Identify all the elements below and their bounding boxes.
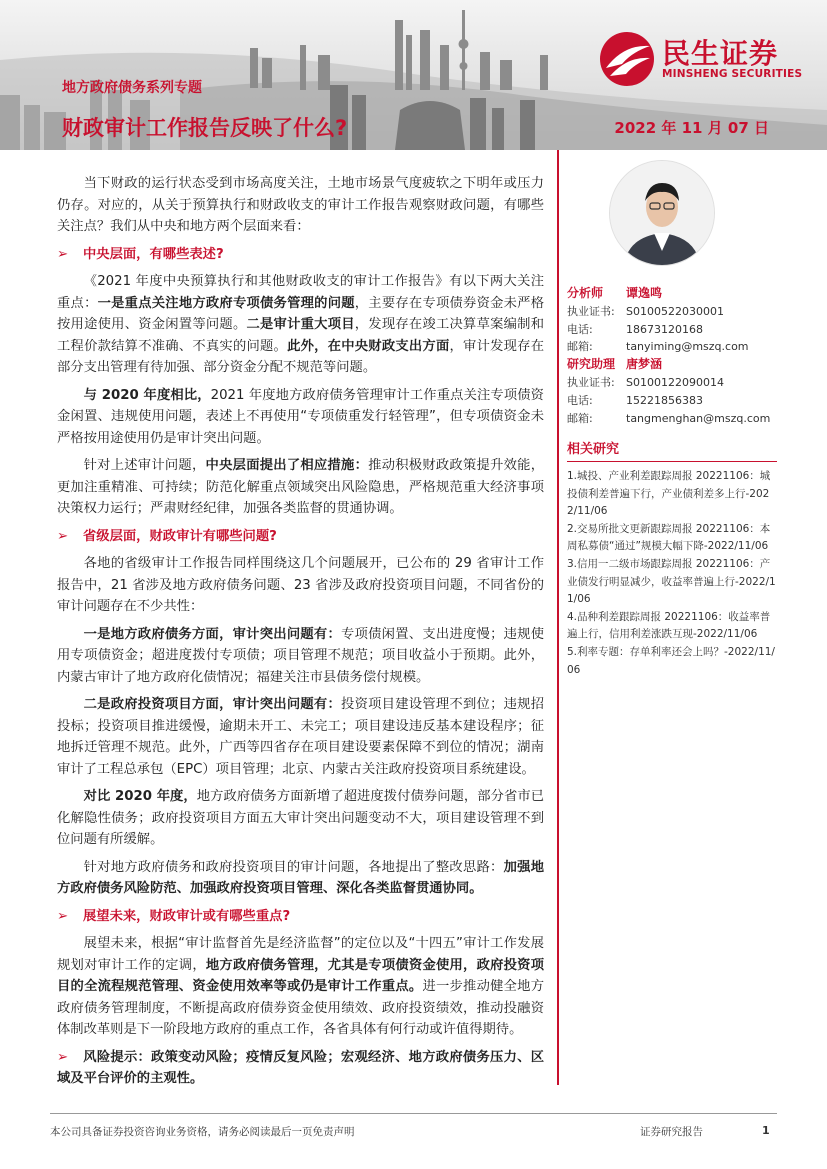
page-header xyxy=(0,0,827,150)
related-research-link[interactable]: 4.品种利差跟踪周报 20221106：收益率普遍上行，信用利差涨跌互现-2022/11/06 xyxy=(567,610,771,641)
analyst-photo xyxy=(609,160,715,266)
phone-number: 18673120168 xyxy=(626,322,703,336)
risk-warning: ➢ 风险提示：政策变动风险；疫情反复风险；宏观经济、地方政府债务压力、区域及平台评价的主观性。 xyxy=(57,1047,544,1090)
section-heading: ➢ 中央层面，有哪些表述? xyxy=(57,244,544,266)
license-number: S0100522030001 xyxy=(626,304,724,318)
email-link[interactable]: tanyiming@mszq.com xyxy=(626,340,749,354)
paragraph: 二是政府投资项目方面，审计突出问题有：投资项目建设管理不到位；违规招投标；投资项目推进缓慢，逾期未开工、未完工；项目建设违反基本建设程序；征地拆迁管理不规范。此外，广西等四省存在项目建设要素保障不到位的情况；湖南审计了工程总承包（EPC）项目管理；北京、内蒙古关注政府投资项目系统建设。 xyxy=(57,697,545,777)
paragraph: 各地的省级审计工作报告同样围绕这几个问题展开，已公布的 29 省审计工作报告中，21 省涉及地方政府债务问题、23 省涉及政府投资项目问题，不同省份的审计问题存在不少共性： xyxy=(57,556,544,614)
role-label: 分析师 xyxy=(567,286,604,300)
footer-divider xyxy=(50,1113,777,1114)
related-research-link[interactable]: 5.利率专题：存单利率还会上吗？-2022/11/06 xyxy=(567,645,775,676)
company-logo xyxy=(598,30,808,90)
footer-disclaimer: 本公司具备证券投资咨询业务资格，请务必阅读最后一页免责声明 xyxy=(50,1126,355,1138)
footer-report-type: 证券研究报告 xyxy=(640,1126,703,1138)
main-content xyxy=(57,173,544,1096)
paragraph: 针对地方政府债务和政府投资项目的审计问题，各地提出了整改思路：加强地方政府债务风险防范、加强政府投资项目管理、深化各类监督贯通协同。 xyxy=(57,859,545,896)
arrow-bullet-icon: ➢ xyxy=(57,246,69,262)
related-research-title: 相关研究 xyxy=(567,438,777,462)
related-research-link[interactable]: 2.交易所批文更新跟踪周报 20221106：本周私募债“通过”规模大幅下降-2022/11/06 xyxy=(567,522,771,553)
column-divider xyxy=(557,150,559,1085)
author-block: 研究助理 唐梦涵 执业证书: S0100122090014 电话: 15221856383 邮箱: tangmenghan@mszq.com xyxy=(567,356,807,427)
page-title: 财政审计工作报告反映了什么? xyxy=(62,116,348,140)
related-research-link[interactable]: 3.信用一二级市场跟踪周报 20221106：产业债发行明显减少，收益率普遍上行-2022/11/06 xyxy=(567,557,776,606)
related-research xyxy=(567,438,777,679)
paragraph: 与 2020 年度相比，2021 年度地方政府债务管理审计工作重点关注专项债资金闲置、违规使用问题，表述上不再使用“专项债重发行轻管理”，但专项债资金未严格按用途使用仍是审计突出问题。 xyxy=(57,387,544,446)
author-name: 谭逸鸣 xyxy=(626,286,663,300)
series-title: 地方政府债务系列专题 xyxy=(62,80,202,96)
report-date: 2022 年 11 月 07 日 xyxy=(614,119,769,137)
paragraph: 一是地方政府债务方面，审计突出问题有：专项债闲置、支出进度慢；违规使用专项债资金；超进度拨付专项债；项目管理不规范；项目收益小于预期。此外，内蒙古审计了地方政府化债情况；福建关注市县债务偿付规模。 xyxy=(57,626,545,685)
paragraph: 对比 2020 年度，地方政府债务方面新增了超进度拨付债券问题，部分省市已化解隐性债务；政府投资项目方面五大审计突出问题变动不大，项目建设管理不到位问题有所缓解。 xyxy=(57,789,544,847)
paragraph: 针对上述审计问题，中央层面提出了相应措施：推动积极财政政策提升效能，更加注重精准、可持续；防范化解重点领域突出风险隐患，严格规范重大经济事项决策权力运行；严肃财经纪律，加强各类监督的贯通协调。 xyxy=(57,458,545,516)
author-block: 分析师 谭逸鸣 执业证书: S0100522030001 电话: 18673120168 邮箱: tanyiming@mszq.com xyxy=(567,285,807,356)
role-label: 研究助理 xyxy=(567,357,616,372)
logo-text-en: MINSHENG SECURITIES xyxy=(662,68,803,80)
section-heading: ➢ 展望未来，财政审计或有哪些重点? xyxy=(57,906,544,928)
minsheng-logo-icon xyxy=(598,30,656,88)
arrow-bullet-icon: ➢ xyxy=(57,1049,69,1065)
paragraph: 《2021 年度中央预算执行和其他财政收支的审计工作报告》有以下两大关注重点：一是重点关注地方政府专项债务管理的问题，主要存在专项债券资金未严格按用途使用、资金闲置等问题。二是审计重大项目，发现存在竣工决算草案编制和工程价款结算不准确、不真实的问题。此外，在中央财政支出方面，审计发现存在部分支出管理有待加强、部分资金分配不规范等问题。 xyxy=(57,274,545,375)
section-heading: ➢ 省级层面，财政审计有哪些问题? xyxy=(57,526,544,548)
logo-text-cn: 民生证券 xyxy=(662,37,779,70)
author-info xyxy=(567,285,807,427)
author-name: 唐梦涵 xyxy=(626,357,663,372)
related-research-link[interactable]: 1.城投、产业利差跟踪周报 20221106：城投债利差普遍下行，产业债利差多上行-2022/11/06 xyxy=(567,470,771,518)
page-number: 1 xyxy=(762,1124,770,1137)
email-link[interactable]: tangmenghan@mszq.com xyxy=(626,411,771,425)
person-portrait-icon xyxy=(610,161,714,265)
paragraph: 展望未来，根据“审计监督首先是经济监督”的定位以及“十四五”审计工作发展规划对审计工作的定调，地方政府债务管理，尤其是专项债资金使用，政府投资项目的全流程规范管理、资金使用效率等或仍是审计工作重点。进一步推动健全地方政府债务管理制度，不断提高政府债券资金使用绩效、政府投资绩效，推动投融资体制改革则是下一阶段地方政府的重点工作，各省具体有何行动或许值得期待。 xyxy=(57,936,545,1037)
arrow-bullet-icon: ➢ xyxy=(57,528,69,544)
license-number: S0100122090014 xyxy=(626,375,724,389)
phone-number: 15221856383 xyxy=(626,393,703,407)
paragraph: 当下财政的运行状态受到市场高度关注，土地市场景气度疲软之下明年或压力仍存。对应的，从关于预算执行和财政收支的审计工作报告观察财政问题，有哪些关注点？我们从中央和地方两个层面来看： xyxy=(57,176,544,234)
arrow-bullet-icon: ➢ xyxy=(57,908,69,924)
